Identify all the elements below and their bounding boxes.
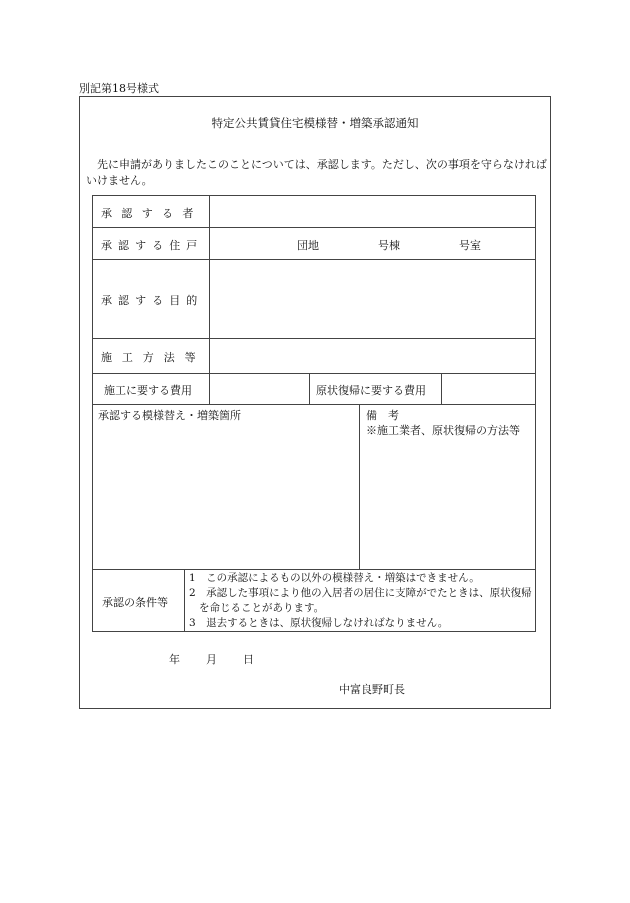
danchi-label: 団地 [297,239,319,252]
row-divider [93,404,535,405]
row-divider [93,227,535,228]
condition-item: 2 承認した事項により他の入居者の居住に支障がでたときは、原状復帰を命じることがあります。 [189,587,532,614]
approval-table [92,195,536,632]
year-label: 年 [169,653,180,666]
conditions-label: 承認の条件等 [102,596,168,609]
remarks-note: ※施工業者、原状復帰の方法等 [366,424,520,437]
column-divider [441,373,442,404]
purpose-label: 承認する目的 [101,294,204,307]
dwelling-label: 承認する住戸 [101,239,204,252]
building-label: 号棟 [378,239,400,252]
day-label: 日 [243,653,254,666]
column-divider [359,404,360,569]
row-divider [93,338,535,339]
row-divider [93,259,535,260]
method-label: 施工方法等 [101,351,206,364]
date-line [169,651,254,667]
document-title: 特定公共賃貸住宅模様替・増築承認通知 [211,116,419,130]
conditions-row [93,569,535,632]
column-divider [209,373,210,404]
issuer-name: 中富良野町長 [339,683,405,696]
column-divider [209,196,210,373]
approver-label: 承認する者 [101,207,203,220]
room-label: 号室 [459,239,481,252]
location-label: 承認する模様替え・増築箇所 [98,409,241,422]
construction-cost-label: 施工に要する費用 [104,384,192,397]
remarks-label: 備 考 [366,409,399,422]
form-number: 別記第18号様式 [79,82,159,95]
month-label: 月 [206,653,217,666]
row-divider [93,373,535,374]
intro-text: 先に申請がありましたこのことについては、承認します。ただし、次の事項を守らなければいけません。 [86,158,547,187]
restoration-cost-label: 原状復帰に要する費用 [316,384,426,397]
condition-item: 3 退去するときは、原状復帰しなければなりません。 [189,617,449,629]
column-divider [309,373,310,404]
condition-item: 1 この承認によるもの以外の模様替え・増築はできません。 [189,572,480,584]
conditions-list [189,571,535,631]
notice-frame [79,96,551,709]
